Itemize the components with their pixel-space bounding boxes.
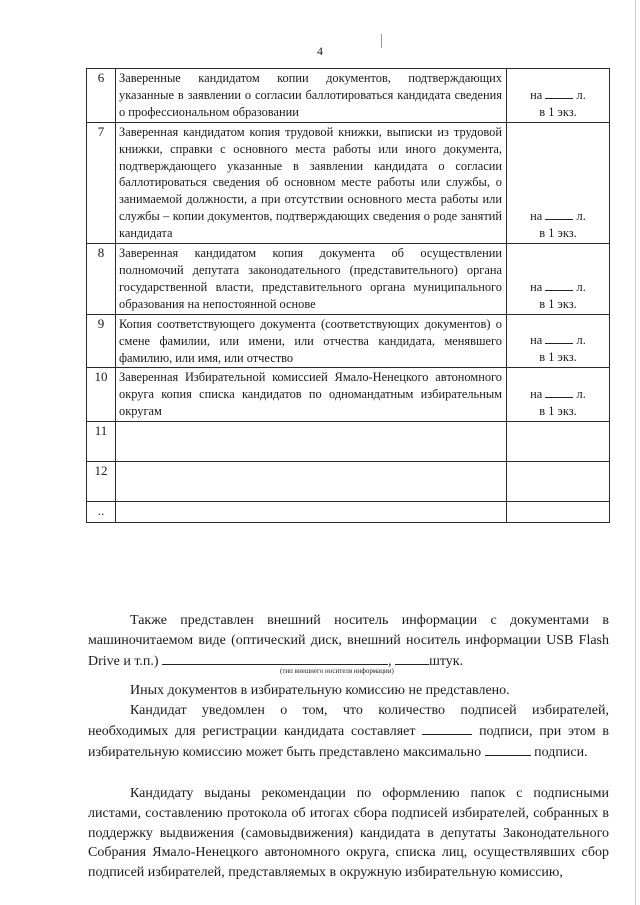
sheet-count-blank bbox=[545, 208, 573, 220]
max-signatures-blank bbox=[485, 742, 531, 756]
signatures-notice-paragraph bbox=[88, 701, 609, 762]
sheet-count-cell bbox=[507, 368, 610, 422]
document-description: Заверенная кандидатом копия трудовой книжки, выписки из трудовой книжки, справки с основного места работы или иного документа, подтверждающего указанные в заявлении кандидата о согласии баллотироваться сведения об основном месте работы или службы, о занимаемой должности, а при отсутствии основного места работы или службы – копии документов, подтверждающих сведения о роде занятий кандидата bbox=[116, 122, 507, 243]
signatures-text-1: Кандидат уведомлен о том, что количество подписей избирателей, необходимых для регистрации кандидата составляет bbox=[88, 703, 609, 739]
count-suffix: л. bbox=[576, 87, 586, 102]
documents-table bbox=[86, 68, 610, 523]
media-count-blank bbox=[395, 651, 429, 665]
count-prefix: на bbox=[530, 333, 543, 348]
document-description: Заверенная Избирательной комиссией Ямало-Ненецкого автономного округа копия списка кандидатов по одномандатным избирательным округам bbox=[116, 368, 507, 422]
empty-count-cell bbox=[507, 502, 610, 523]
count-prefix: на bbox=[530, 387, 543, 402]
count-prefix: на bbox=[530, 209, 543, 224]
external-media-paragraph bbox=[88, 611, 609, 671]
pieces-label: штук. bbox=[429, 653, 464, 669]
copies-label: в 1 экз. bbox=[539, 226, 577, 241]
empty-description-cell bbox=[116, 422, 507, 462]
count-suffix: л. bbox=[576, 387, 586, 402]
table-row-empty bbox=[87, 502, 610, 523]
row-number: 8 bbox=[87, 244, 116, 315]
table-row bbox=[87, 314, 610, 368]
media-type-caption: (тип внешнего носителя информации) bbox=[280, 667, 394, 675]
copies-label: в 1 экз. bbox=[539, 296, 577, 311]
sheet-count-cell bbox=[507, 314, 610, 368]
page-number: 4 bbox=[317, 44, 323, 58]
table-row bbox=[87, 69, 610, 123]
recommendations-paragraph: Кандидату выданы рекомендации по оформлению папок с подписными листами, составлению протокола об итогах сбора подписей избирателей, собранных в поддержку выдвижения (самовыдвижения) кандидата в депутаты Законодательного Собрания Ямало-Ненецкого автономного округа, списка лиц, осуществлявших сбор подписей избирателей, представляемых в окружную избирательную комиссию, bbox=[88, 786, 609, 881]
row-number: .. bbox=[87, 502, 116, 523]
count-suffix: л. bbox=[576, 333, 586, 348]
count-prefix: на bbox=[530, 87, 543, 102]
row-number: 11 bbox=[87, 422, 116, 462]
table-row-empty bbox=[87, 462, 610, 502]
row-number: 9 bbox=[87, 314, 116, 368]
document-description: Заверенные кандидатом копии документов, подтверждающих указанные в заявлении о согласии баллотироваться кандидата сведения о профессиональном образовании bbox=[116, 69, 507, 123]
sheet-count-blank bbox=[545, 279, 573, 291]
empty-count-cell bbox=[507, 462, 610, 502]
empty-description-cell bbox=[116, 502, 507, 523]
sheet-count-cell bbox=[507, 244, 610, 315]
table-row bbox=[87, 368, 610, 422]
media-type-blank bbox=[162, 651, 388, 665]
document-description: Копия соответствующего документа (соответствующих документов) о смене фамилии, или имени, или отчества кандидата, менявшего фамилию, или имя, или отчество bbox=[116, 314, 507, 368]
sheet-count-cell bbox=[507, 69, 610, 123]
row-number: 6 bbox=[87, 69, 116, 123]
no-other-documents-paragraph: Иных документов в избирательную комиссию не представлено. bbox=[130, 683, 510, 698]
document-description: Заверенная кандидатом копия документа об осуществлении полномочий депутата законодательного (представительного) органа государственной власти, представительного органа муниципального образования на непостоянной основе bbox=[116, 244, 507, 315]
count-prefix: на bbox=[530, 279, 543, 294]
row-number: 12 bbox=[87, 462, 116, 502]
sheet-count-blank bbox=[545, 386, 573, 398]
table-row-empty bbox=[87, 422, 610, 462]
sheet-count-cell bbox=[507, 122, 610, 243]
count-suffix: л. bbox=[576, 279, 586, 294]
count-suffix: л. bbox=[576, 209, 586, 224]
table-row bbox=[87, 122, 610, 243]
sheet-count-blank bbox=[545, 87, 573, 99]
external-media-text: Также представлен внешний носитель информации с документами в машиночитаемом виде (оптический диск, внешний носитель информации USB Flash Drive и т.п.) bbox=[88, 613, 609, 669]
empty-count-cell bbox=[507, 422, 610, 462]
copies-label: в 1 экз. bbox=[539, 104, 577, 119]
signatures-text-3: подписи. bbox=[534, 744, 588, 760]
table-row bbox=[87, 244, 610, 315]
empty-description-cell bbox=[116, 462, 507, 502]
row-number: 10 bbox=[87, 368, 116, 422]
page-edge-line bbox=[635, 0, 636, 905]
copies-label: в 1 экз. bbox=[539, 350, 577, 365]
signatures-text-2: подписи, при этом в избирательную комиссию может быть представлено максимально bbox=[88, 723, 609, 760]
sheet-count-blank bbox=[545, 332, 573, 344]
documents-table-body bbox=[87, 69, 610, 523]
copies-label: в 1 экз. bbox=[539, 404, 577, 419]
comma: , bbox=[388, 653, 392, 669]
required-signatures-blank bbox=[422, 721, 472, 735]
row-number: 7 bbox=[87, 122, 116, 243]
